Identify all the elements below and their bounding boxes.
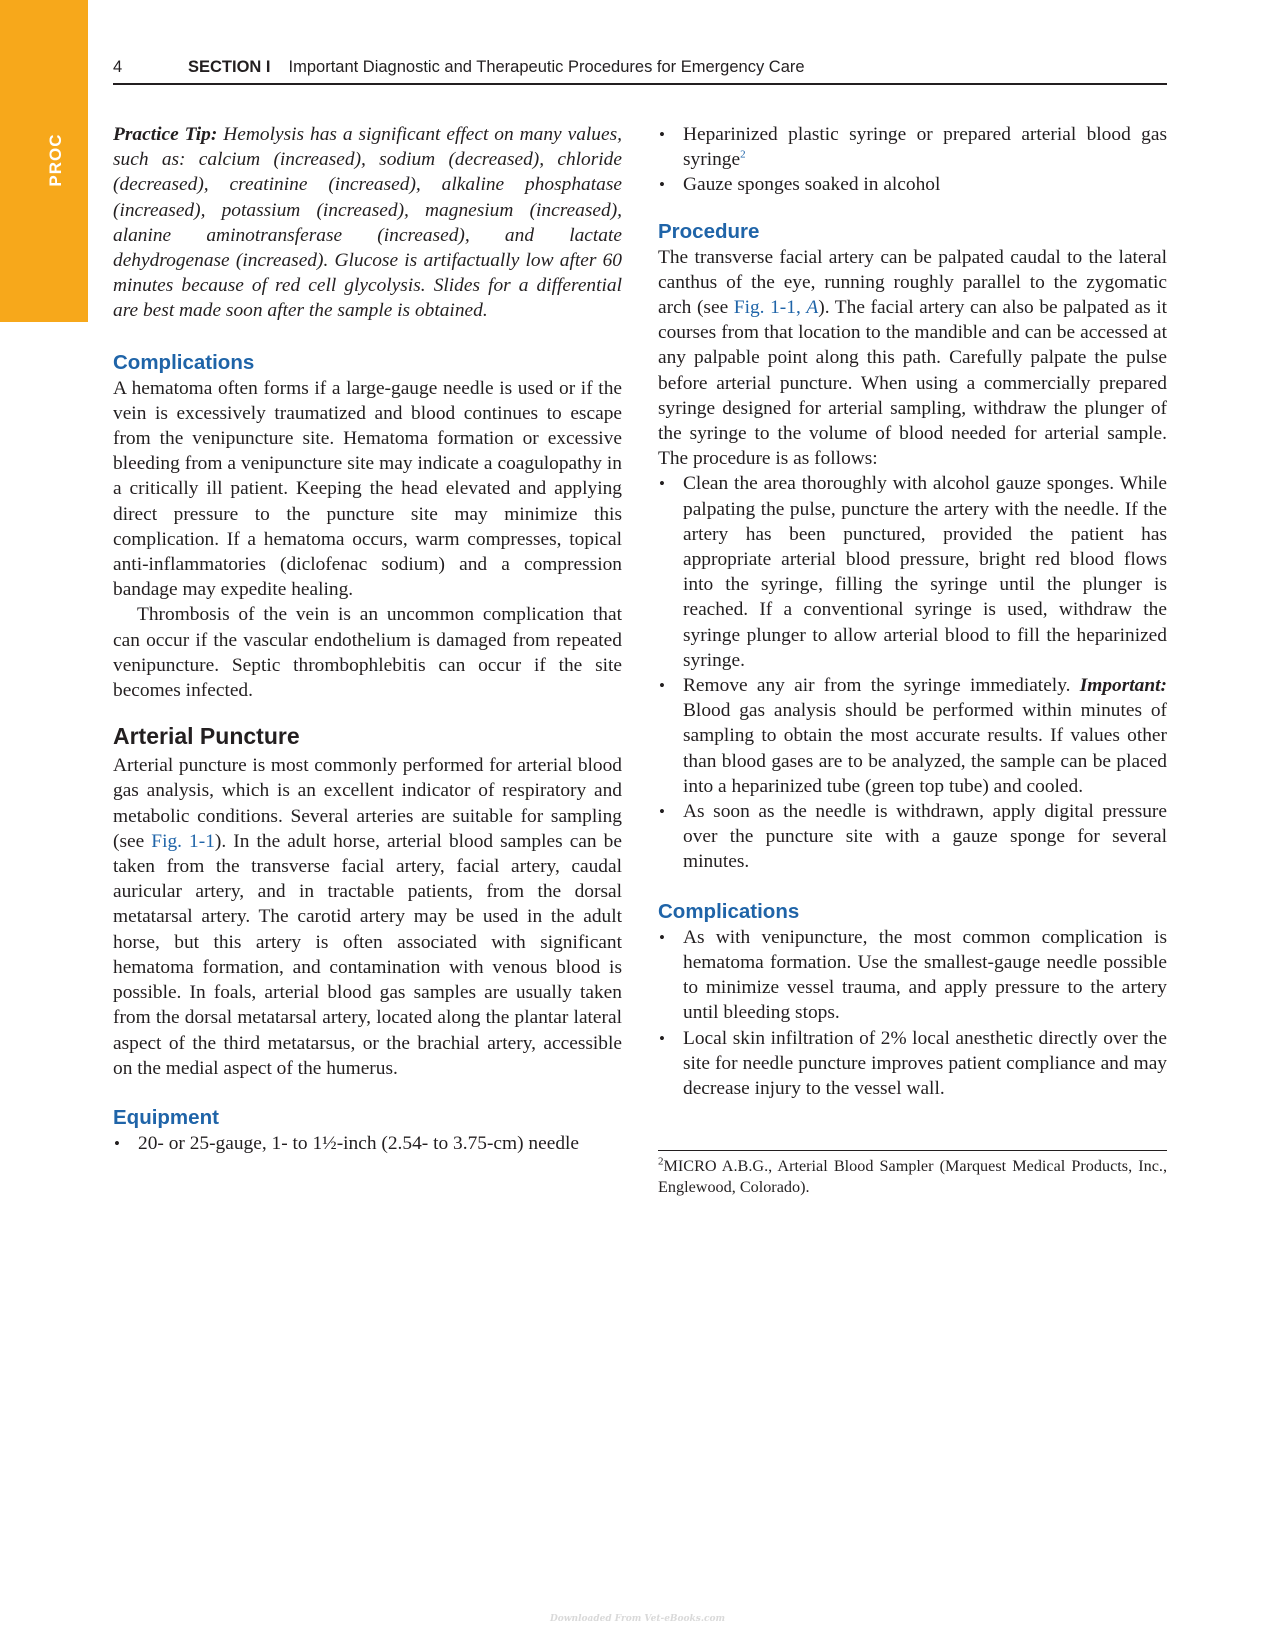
footnote [658,1150,1167,1198]
equipment-list-continued [658,122,1167,198]
list-item: • As soon as the needle is withdrawn, apply digital pressure over the puncture site with a gauze sponge for several minutes. [658,799,1167,875]
arterial-puncture-paragraph [113,753,622,1081]
equipment-item-text: Heparinized plastic syringe or prepared arterial blood gas syringe [683,124,1167,171]
procedure-heading: Procedure [658,219,760,243]
practice-tip [113,122,622,324]
list-item: • Local skin infiltration of 2% local anesthetic directly over the site for needle puncture improves patient compliance and may decrease injury to the vessel wall. [658,1026,1167,1102]
equipment-heading: Equipment [113,1105,219,1129]
list-item [658,673,1167,799]
step-text-start: Remove any air from the syringe immediately. [683,675,1080,697]
complications-heading: Complications [113,350,255,374]
procedure-steps [658,471,1167,874]
list-item: • Gauze sponges soaked in alcohol [658,172,1167,197]
running-header [113,58,1167,85]
arterial-complications-heading: Complications [658,899,800,923]
arterial-puncture-heading: Arterial Puncture [113,723,300,750]
arterial-text-start: Arterial puncture is most commonly performed for arterial blood gas analysis, which is an excellent indicator of respiratory and metabolic conditions. Several arteries are suitable for sampling (see [113,755,622,852]
list-item: • 20- or 25-gauge, 1- to 1½-inch (2.54- to 3.75-cm) needle [113,1131,622,1156]
important-label: Important: [1079,675,1167,697]
section-label: SECTION I [188,58,271,76]
figure-link-panel: A [806,297,819,319]
footnote-text: MICRO A.B.G., Arterial Blood Sampler (Marquest Medical Products, Inc., Englewood, Colorado). [658,1157,1167,1196]
page-number: 4 [113,58,123,76]
footnote-reference[interactable]: 2 [740,148,746,161]
arterial-text-end: ). In the adult horse, arterial blood samples can be taken from the transverse facial artery, facial artery, caudal auricular artery, and in tractable patients, from the dorsal metatarsal artery. The carotid artery may be used in the adult horse, but this artery is often associated with significant hematoma formation, and contamination with venous blood is possible. In foals, arterial blood gas samples are usually taken from the dorsal metatarsal artery, located along the plantar lateral aspect of the third metatarsus, or the brachial artery, accessible on the medial aspect of the humerus. [113,830,622,1079]
left-column [113,122,622,1156]
list-item: • Clean the area thoroughly with alcohol gauze sponges. While palpating the pulse, puncture the artery with the needle. If the artery has been punctured, provided the patient has appropriate arterial blood pressure, bright red blood flows into the syringe, filling the syringe until the plunger is reached. If a conventional syringe is used, withdraw the syringe plunger to allow arterial blood to fill the heparinized syringe. [658,471,1167,673]
practice-tip-lead: Practice Tip: [113,124,218,145]
complications-paragraph-1: A hematoma often forms if a large-gauge needle is used or if the vein is excessively traumatized and blood continues to escape from the venipuncture site. Hematoma formation or excessive bleeding from a venipuncture site may indicate a coagulopathy in a critically ill patient. Keeping the head elevated and applying direct pressure to the puncture site may minimize this complication. If a hematoma occurs, warm compresses, topical anti-inflammatories (diclofenac sodium) and a compression bandage may expedite healing. [113,377,622,601]
practice-tip-text: Hemolysis has a significant effect on many values, such as: calcium (increased), sodium (decreased), chloride (decreased), creatinine (increased), alkaline phosphatase (increased), potassium (increased), magnesium (increased), alanine aminotransferase (increased), and lactate dehydrogenase (increased). Glucose is artifactually low after 60 minutes because of red cell glycolysis. Slides for a differential are best made soon after the sample is obtained. [113,124,622,322]
procedure-paragraph [658,245,1167,472]
figure-link[interactable] [734,297,818,318]
figure-link[interactable]: Fig. 1-1 [151,830,215,852]
figure-link-label: Fig. 1-1, [733,297,807,319]
section-title: Important Diagnostic and Therapeutic Procedures for Emergency Care [288,58,805,76]
procedure-text-start: The transverse facial artery can be palpated caudal to the lateral canthus of the eye, running roughly parallel to the zygomatic arch (see [658,246,1167,319]
list-item: • As with venipuncture, the most common complication is hematoma formation. Use the smallest-gauge needle possible to minimize vessel trauma, and apply pressure to the artery until bleeding stops. [658,925,1167,1026]
right-column [658,122,1167,1101]
equipment-list [113,1131,622,1156]
arterial-complications-list [658,925,1167,1101]
footnote-marker: 2 [658,1155,664,1168]
complications-paragraph-2: Thrombosis of the vein is an uncommon complication that can occur if the vascular endothelium is damaged from repeated venipuncture. Septic thrombophlebitis can occur if the site becomes infected. [113,604,622,702]
side-tab-label: PROC [46,133,65,187]
list-item [658,122,1167,172]
section-side-tab [0,0,88,322]
download-watermark: Downloaded From Vet-eBooks.com [550,1614,725,1624]
step-text-end: Blood gas analysis should be performed within minutes of sampling to obtain the most accurate results. If values other than blood gases are to be analyzed, the sample can be placed into a heparinized tube (green top tube) and cooled. [683,700,1167,797]
procedure-text-end: ). The facial artery can also be palpated as it courses from that location to the mandible and can be accessed at any palpable point along this path. Carefully palpate the pulse before arterial puncture. When using a commercially prepared syringe designed for arterial sampling, withdraw the plunger of the syringe to the volume of blood needed for arterial sample. The procedure is as follows: [658,297,1168,470]
